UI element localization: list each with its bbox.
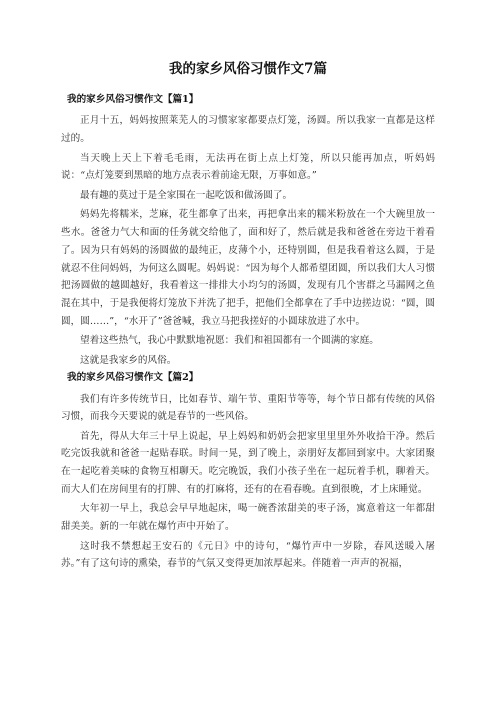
- paragraph: 首先，得从大年三十早上说起，早上妈妈和奶奶会把家里里里外外收拾干净。然后吃完饭我就和爸爸一起贴春联。时间一晃，到了晚上，亲朋好友都回到家中。大家团聚在一起吃着美味的食物互相聊天。吃完晚饭，我们小孩子坐在一起玩着手机，聊着天。而大人们在房间里有的打牌、有的打麻将，还有的在看春晚。直到很晚，才上床睡觉。: [61, 430, 435, 496]
- essay-section-2: [61, 371, 435, 573]
- paragraph: 我们有许多传统节日，比如春节、端午节、重阳节等等，每个节日都有传统的风俗习惯，而我今天要说的就是春节的一些风俗。: [61, 393, 435, 423]
- paragraph: 最有趣的莫过于是全家围在一起吃饭和做汤圆了。: [80, 189, 293, 201]
- paragraph: 望着这些热气，我心中默默地祝愿：我们和祖国都有一个圆满的家庭。: [80, 335, 379, 347]
- section-heading: 我的家乡风俗习惯作文【篇2】: [67, 372, 199, 384]
- paragraph: 大年初一早上，我总会早早地起床，喝一碗香浓甜美的枣子汤，寓意着这一年都甜甜美美。新的一年就在爆竹声中开始了。: [61, 503, 435, 533]
- document-title: 我的家乡风俗习惯作文7篇: [169, 61, 327, 77]
- essay-section-1: [61, 93, 435, 370]
- paragraph: 正月十五，妈妈按照莱芜人的习惯家家都要点灯笼，汤圆。所以我家一直都是这样过的。: [61, 115, 435, 145]
- paragraph: 这时我不禁想起王安石的《元日》中的诗句，“爆竹声中一岁除，春风送暖入屠苏。”有了这句诗的熏染，春节的气氛又变得更加浓厚起来。伴随着一声声的祝福，: [61, 540, 435, 570]
- paragraph: 这就是我家乡的风俗。: [80, 354, 177, 366]
- paragraph: 妈妈先将糯米，芝麻，花生都拿了出来，再把拿出来的糯米粉放在一个大碗里放一些水。爸爸力气大和面的任务就交给他了，面和好了，然后就是我和爸爸在旁边干着看了。因为只有妈妈的汤圆做的最纯正，皮薄个小，还特别圆，但是我看着这么圆，于是就忍不住问妈妈，为何这么圆呢。妈妈说：“因为每个人都希望团圆，所以我们大人习惯把汤圆做的越圆越好，我看着这一排排大小均匀的汤圆，发现有几个害群之马漏网之鱼混在其中，于是我便将灯笼放下并洗了把手，把他们全都拿在了手中边搓边说：“圆，圆圆，圆……”，“水开了”爸爸喊，我立马把我搓好的小圆球放进了水中。: [61, 209, 435, 327]
- section-heading: 我的家乡风俗习惯作文【篇1】: [67, 94, 199, 105]
- paragraph: 当天晚上天上下着毛毛雨，无法再在街上点上灯笼，所以只能再加点，听妈妈说：“点灯笼要到黑暗的地方点表示着前途无限，万事如意。”: [61, 152, 435, 182]
